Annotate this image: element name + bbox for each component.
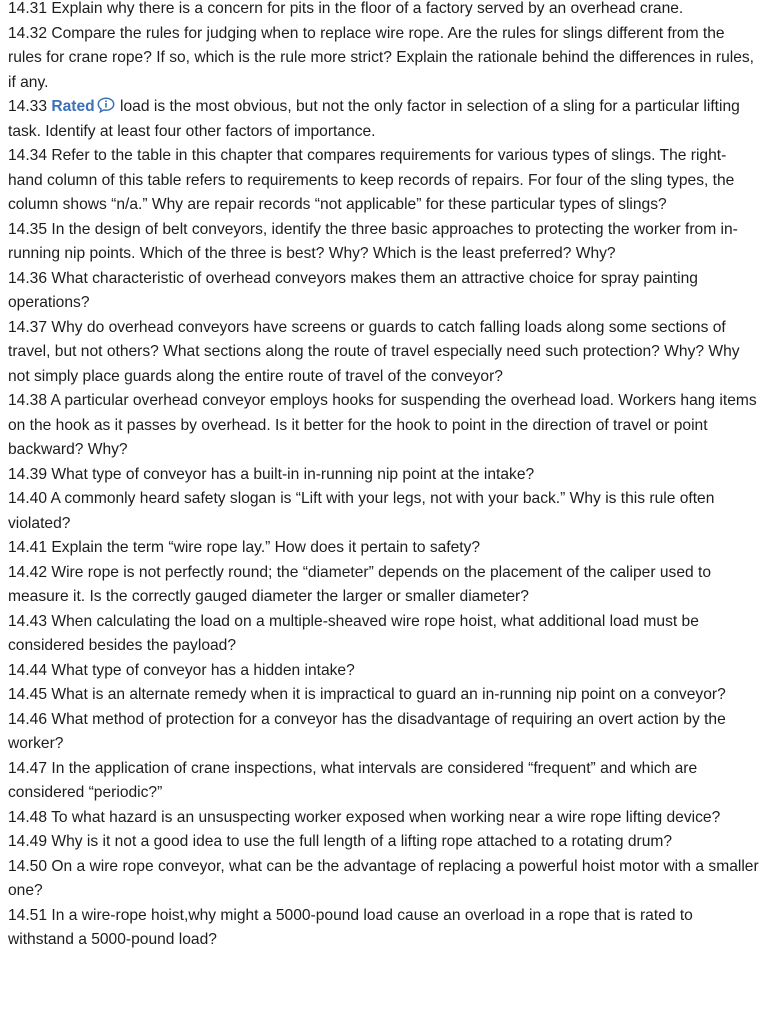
info-speech-bubble-icon[interactable] [97, 97, 115, 113]
question-text: A particular overhead conveyor employs hooks for suspending the overhead load. Workers hang items on the hook as it passes by overhead. Is it better for the hook to point in the direction of travel or point backward? Why? [8, 392, 757, 458]
question-text: What type of conveyor has a built-in in-running nip point at the intake? [51, 465, 535, 483]
question-text: A commonly heard safety slogan is “Lift with your legs, not with your back.” Why is this rule often violated? [8, 490, 715, 532]
question-number: 14.51 [8, 906, 48, 924]
question-14-44 [8, 659, 760, 684]
question-text: In the design of belt conveyors, identify the three basic approaches to protecting the worker from in-running nip points. Which of the three is best? Why? Which is the least preferred? Why? [8, 220, 738, 262]
question-14-45 [8, 683, 760, 708]
question-number: 14.36 [8, 269, 48, 287]
question-text: What type of conveyor has a hidden intake? [51, 661, 355, 679]
question-text: Why do overhead conveyors have screens or guards to catch falling loads along some sections of travel, but not others? What sections along the route of travel especially need such protection? Why? Why not simply place guards along the entire route of travel of the conveyor? [8, 318, 740, 385]
question-14-47 [8, 757, 760, 806]
question-text: Compare the rules for judging when to replace wire rope. Are the rules for slings different from the rules for crane rope? If so, which is the rule more strict? Explain the rationale behind the differences in rules, if any. [8, 24, 755, 91]
question-number: 14.32 [8, 24, 48, 42]
question-number: 14.47 [8, 759, 48, 777]
question-14-36 [8, 267, 760, 316]
question-14-49 [8, 830, 760, 855]
question-14-39 [8, 463, 760, 488]
question-14-34 [8, 144, 760, 218]
question-14-37 [8, 316, 760, 390]
question-number: 14.50 [8, 857, 48, 875]
question-14-32 [8, 22, 760, 96]
question-list [8, 0, 760, 953]
question-number: 14.34 [8, 147, 48, 164]
question-14-40 [8, 487, 760, 536]
question-text: Explain the term “wire rope lay.” How does it pertain to safety? [51, 539, 481, 556]
question-text: To what hazard is an unsuspecting worker exposed when working near a wire rope lifting device? [51, 808, 721, 826]
question-text: In the application of crane inspections, what intervals are considered “frequent” and which are considered “periodic?” [8, 759, 698, 801]
question-number: 14.48 [8, 808, 48, 826]
question-number: 14.42 [8, 563, 48, 581]
question-14-31 [8, 0, 760, 22]
question-number: 14.45 [8, 686, 48, 703]
question-text: In a wire-rope hoist,why might a 5000-pound load cause an overload in a rope that is rated to withstand a 5000-pound load? [8, 906, 693, 948]
question-text: On a wire rope conveyor, what can be the advantage of replacing a powerful hoist motor with a smaller one? [8, 857, 759, 899]
question-number: 14.49 [8, 833, 48, 850]
question-text: What is an alternate remedy when it is impractical to guard an in-running nip point on a conveyor? [51, 686, 726, 703]
question-14-43 [8, 610, 760, 659]
question-14-35 [8, 218, 760, 267]
question-number: 14.44 [8, 661, 48, 679]
question-14-48 [8, 806, 760, 831]
question-text: Explain why there is a concern for pits in the floor of a factory served by an overhead crane. [51, 0, 684, 17]
question-text: When calculating the load on a multiple-sheaved wire rope hoist, what additional load must be considered besides the payload? [8, 612, 699, 654]
question-number: 14.33 [8, 98, 48, 115]
question-14-33 [8, 95, 760, 144]
question-number: 14.35 [8, 220, 48, 238]
question-14-51 [8, 904, 760, 953]
question-number: 14.31 [8, 0, 48, 17]
question-number: 14.37 [8, 318, 48, 336]
question-number: 14.39 [8, 465, 48, 483]
question-number: 14.43 [8, 612, 48, 630]
question-text: What characteristic of overhead conveyors makes them an attractive choice for spray painting operations? [8, 269, 698, 311]
question-14-41 [8, 536, 760, 561]
question-14-42 [8, 561, 760, 610]
question-number: 14.46 [8, 710, 48, 728]
question-text: Refer to the table in this chapter that compares requirements for various types of slings. The right-hand column of this table refers to requirements to keep records of repairs. For four of the sling types, the column shows “n/a.” Why are repair records “not applicable” for these particular types of slings? [8, 147, 735, 213]
question-14-38 [8, 389, 760, 463]
question-text: Why is it not a good idea to use the full length of a lifting rope attached to a rotating drum? [51, 833, 673, 850]
question-14-50 [8, 855, 760, 904]
question-14-46 [8, 708, 760, 757]
question-number: 14.41 [8, 539, 48, 556]
question-text: Wire rope is not perfectly round; the “diameter” depends on the placement of the caliper used to measure it. Is the correctly gauged diameter the larger or smaller diameter? [8, 563, 712, 605]
question-number: 14.38 [8, 392, 48, 409]
question-number: 14.40 [8, 490, 48, 507]
question-text: load is the most obvious, but not the only factor in selection of a sling for a particular lifting task. Identify at least four other factors of importance. [8, 98, 740, 140]
question-text: What method of protection for a conveyor has the disadvantage of requiring an overt action by the worker? [8, 710, 726, 752]
rated-glossary-link[interactable]: Rated [51, 98, 95, 115]
